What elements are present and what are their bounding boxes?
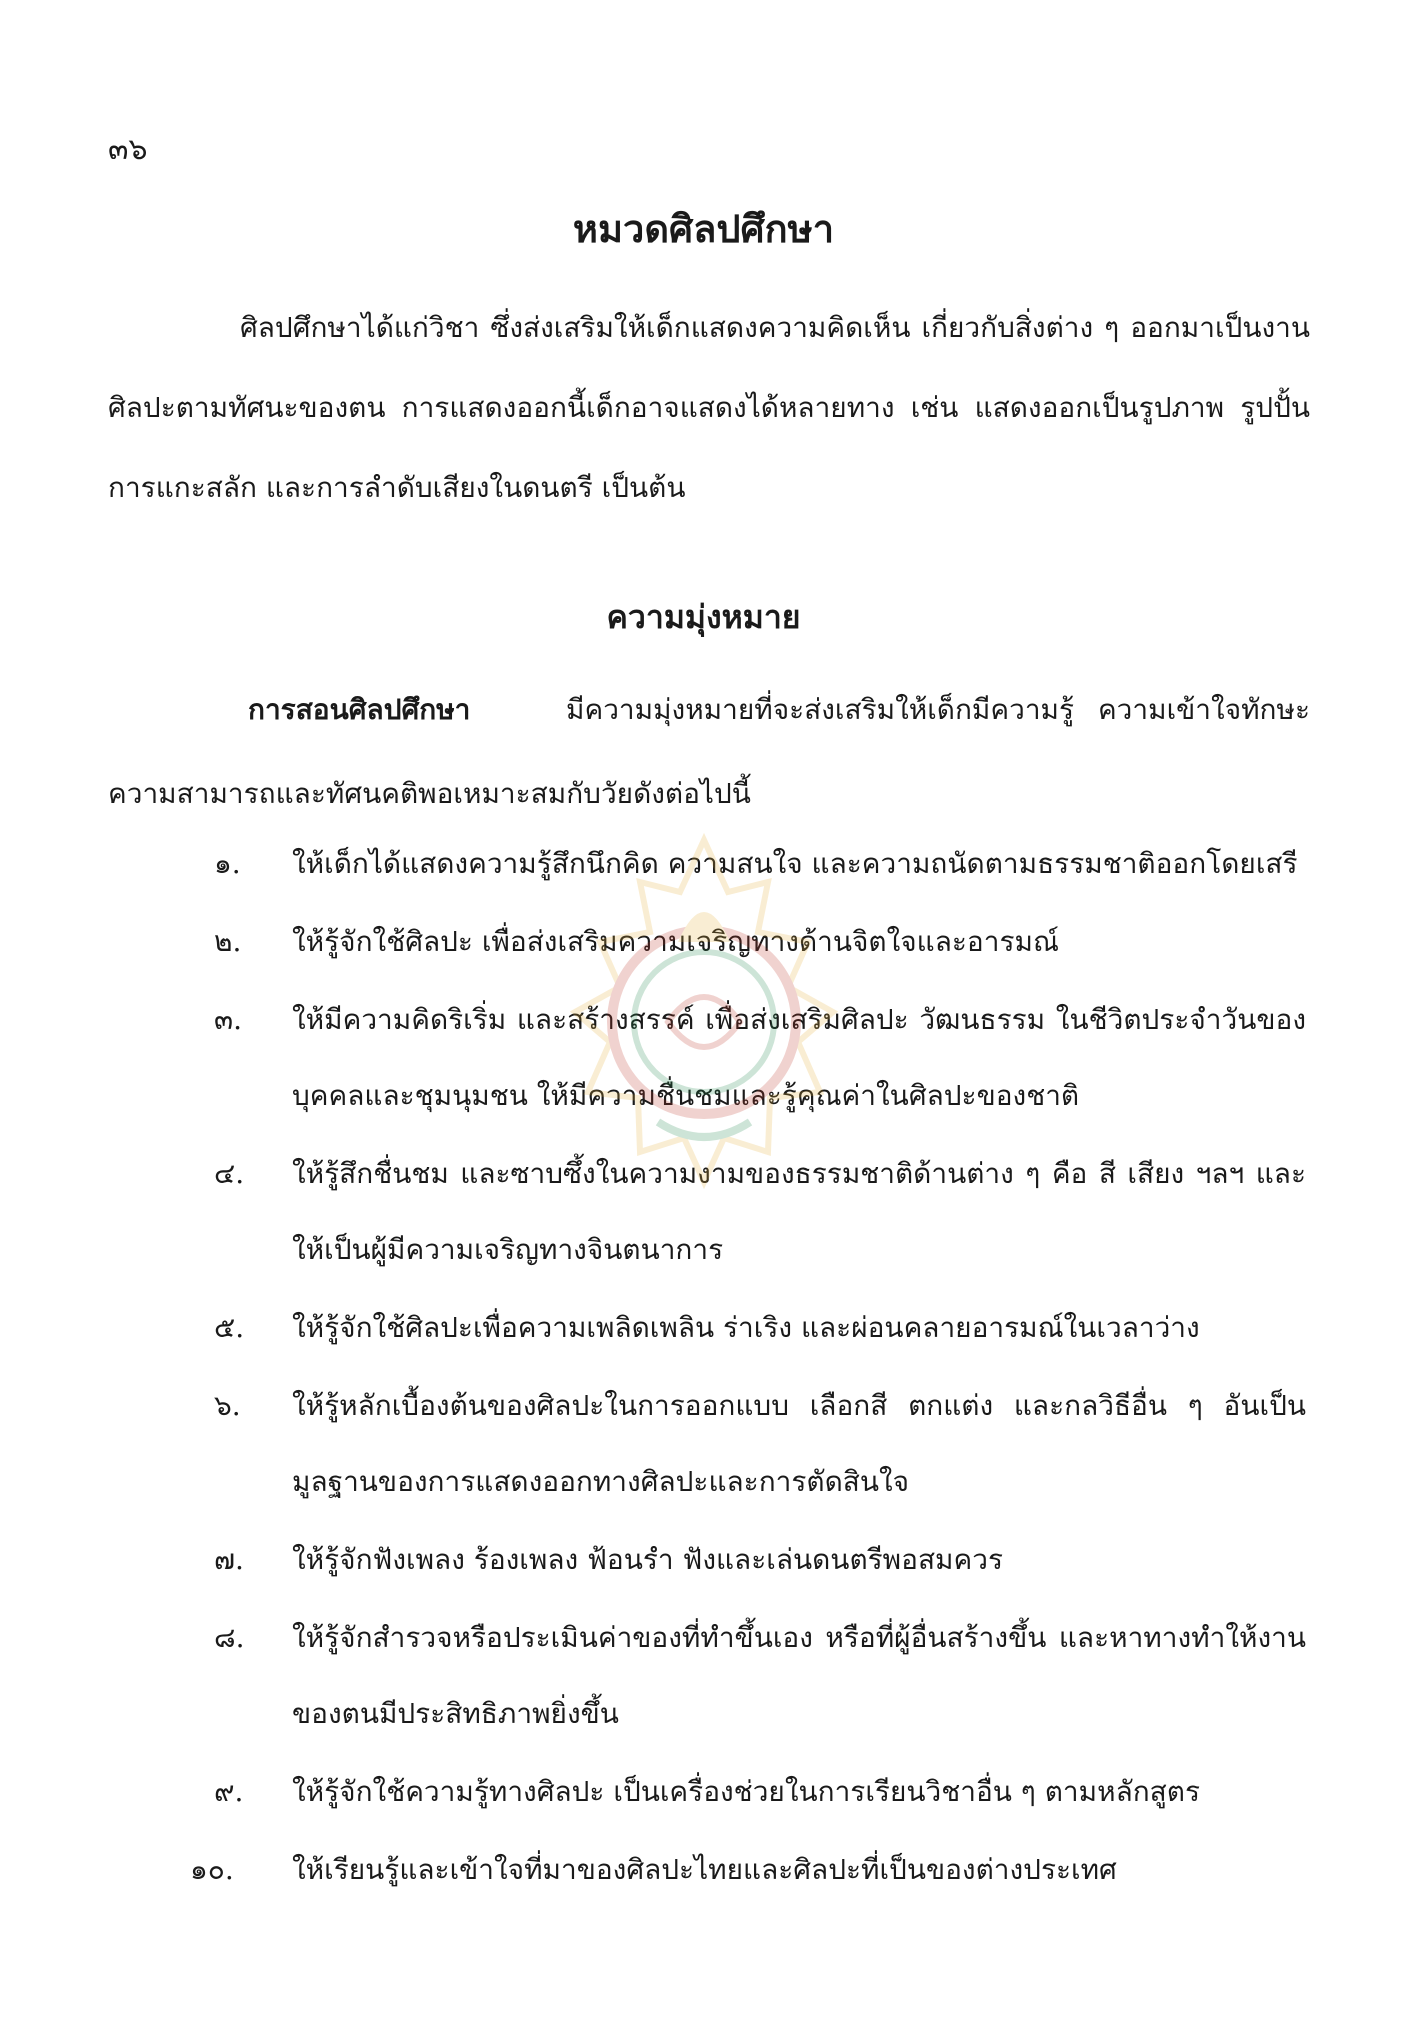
item-number: ๖. — [214, 1389, 241, 1422]
item-number: ๑๐. — [190, 1853, 234, 1886]
page-title: หมวดศิลปศึกษา — [572, 206, 835, 251]
list-item — [0, 1754, 1407, 1830]
item-number: ๔. — [214, 1157, 245, 1190]
item-text: ให้รู้หลักเบื้องต้นของศิลปะในการออกแบบ เลือกสี ตกแต่ง และกลวิธีอื่น ๆ อันเป็นมูลฐานของการแสดงออกทางศิลปะและการตัดสินใจ — [292, 1389, 1306, 1498]
list-item — [0, 1600, 1407, 1752]
item-text: ให้มีความคิดริเริ่ม และสร้างสรรค์ เพื่อส่งเสริมศิลปะ วัฒนธรรม ในชีวิตประจำวันของบุคคลและชุมนุมชน ให้มีความชื่นชมและรู้คุณค่าในศิลปะของชาติ — [292, 1003, 1306, 1112]
lead-text: มีความมุ่งหมายที่จะส่งเสริมให้เด็กมีความรู้ ความเข้าใจทักษะ ความสามารถและทัศนคติพอเหมาะสมกับวัยดังต่อไปนี้ — [108, 693, 1311, 810]
item-number: ๒. — [214, 925, 242, 958]
intro-paragraph: ศิลปศึกษาได้แก่วิชา ซึ่งส่งเสริมให้เด็กแสดงความคิดเห็น เกี่ยวกับสิ่งต่าง ๆ ออกมาเป็นงานศิลปะตามทัศนะของตน การแสดงออกนี้เด็กอาจแสดงได้หลายทาง เช่น แสดงออกเป็นรูปภาพ รูปปั้น การแกะสลัก และการลำดับเสียงในดนตรี เป็นต้น — [108, 311, 1310, 504]
item-number: ๑. — [214, 847, 241, 880]
item-text: ให้เรียนรู้และเข้าใจที่มาของศิลปะไทยและศิลปะที่เป็นของต่างประเทศ — [292, 1853, 1117, 1886]
lead-gap — [470, 693, 566, 726]
list-item — [0, 1522, 1407, 1598]
item-text: ให้รู้จักใช้ศิลปะเพื่อความเพลิดเพลิน ร่าเริง และผ่อนคลายอารมณ์ในเวลาว่าง — [292, 1311, 1200, 1344]
lead-paragraph — [108, 668, 1310, 836]
page-number: ๓๖ — [108, 132, 148, 167]
item-number: ๙. — [214, 1775, 244, 1808]
item-text: ให้เด็กได้แสดงความรู้สึกนึกคิด ความสนใจ และความถนัดตามธรรมชาติออกโดยเสรี — [292, 847, 1298, 880]
lead-label: การสอนศิลปศึกษา — [248, 693, 471, 726]
list-item — [0, 1290, 1407, 1366]
item-number: ๓. — [214, 1003, 243, 1036]
item-number: ๕. — [214, 1311, 245, 1344]
item-number: ๗. — [214, 1543, 244, 1576]
emblem-seal-icon — [558, 822, 850, 1192]
item-text: ให้รู้สึกชื่นชม และซาบซึ้งในความงามของธรรมชาติด้านต่าง ๆ คือ สี เสียง ฯลฯ และให้เป็นผู้มีความเจริญทางจินตนาการ — [292, 1157, 1306, 1266]
section-title: ความมุ่งหมาย — [606, 598, 801, 636]
item-text: ให้รู้จักใช้ความรู้ทางศิลปะ เป็นเครื่องช่วยในการเรียนวิชาอื่น ๆ ตามหลักสูตร — [292, 1775, 1200, 1808]
seal-outline — [575, 840, 833, 1182]
list-item — [0, 1832, 1407, 1908]
item-text: ให้รู้จักสำรวจหรือประเมินค่าของที่ทำขึ้นเอง หรือที่ผู้อื่นสร้างขึ้น และหาทางทำให้งานของตนมีประสิทธิภาพยิ่งขึ้น — [292, 1621, 1306, 1730]
item-text: ให้รู้จักฟังเพลง ร้องเพลง ฟ้อนรำ ฟังและเล่นดนตรีพอสมควร — [292, 1543, 1003, 1576]
item-number: ๘. — [214, 1621, 245, 1654]
item-text: ให้รู้จักใช้ศิลปะ เพื่อส่งเสริมความเจริญทางด้านจิตใจและอารมณ์ — [292, 925, 1059, 958]
list-item — [0, 1368, 1407, 1520]
